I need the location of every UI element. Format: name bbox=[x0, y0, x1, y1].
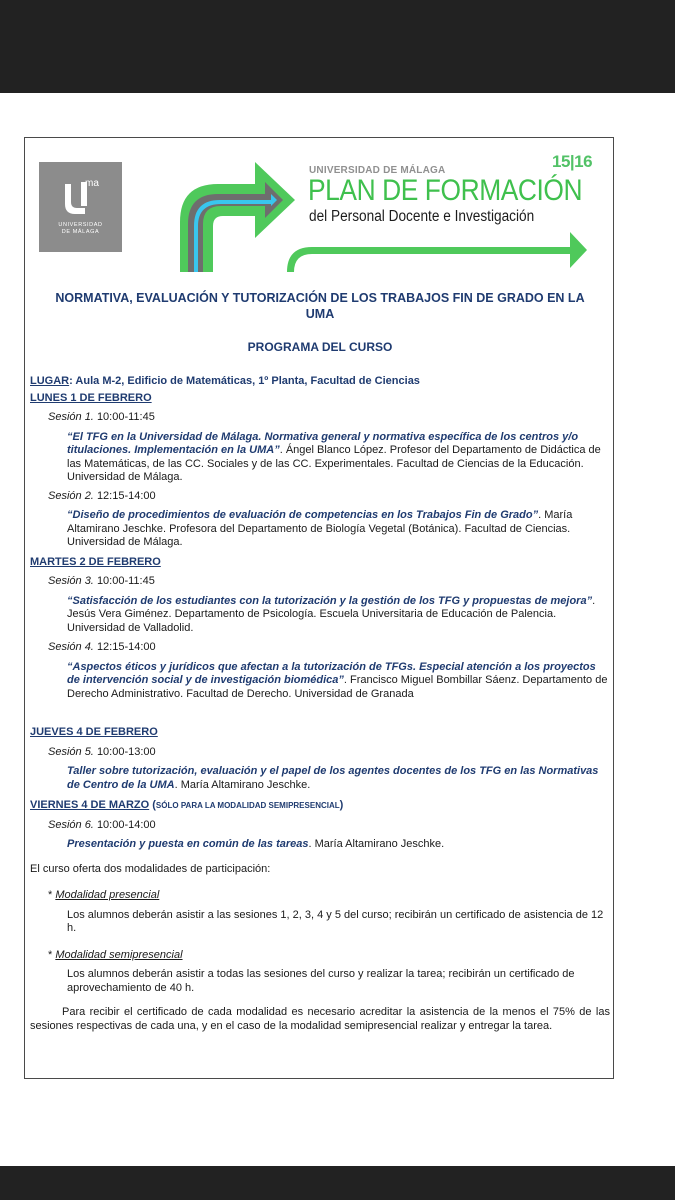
day-heading: VIERNES 4 DE MARZO bbox=[30, 799, 150, 811]
talk-title: “Satisfacción de los estudiantes con la tutorización y la gestión de los TFG y propuestas de mejora” bbox=[67, 594, 593, 607]
session-label: Sesión 3. bbox=[48, 575, 94, 587]
document-page bbox=[0, 93, 675, 1166]
logo-caption bbox=[39, 222, 122, 236]
talk-title: “Aspectos éticos y jurídicos que afectan a la tutorización de TFGs. Especial atención a los proyectos de intervención social y de investigación biomédica” bbox=[67, 660, 596, 686]
session-talk bbox=[30, 838, 610, 852]
logo-line-2: DE MÁLAGA bbox=[61, 229, 100, 235]
plan-subtitle: del Personal Docente e Investigación bbox=[309, 208, 535, 225]
talk-speaker: . Ángel Blanco López. Profesor del Departamento de Didáctica de las Matemáticas, de las CC. Sociales y de las CC. Experimentales. Facultad de Ciencias de la Educación. Universidad de Málaga. bbox=[67, 444, 601, 483]
bottom-bar bbox=[0, 1166, 675, 1200]
session-time: 10:00-14:00 bbox=[96, 818, 156, 831]
modality-bullet: * bbox=[48, 889, 53, 901]
session-label: Sesión 5. bbox=[48, 745, 94, 758]
talk-speaker: . Francisco Miguel Bombillar Sáenz. Departamento de Derecho Administrativo. Facultad de Derecho. Universidad de Granada bbox=[67, 674, 608, 700]
talk-title: “Diseño de procedimientos de evaluación de competencias en los Trabajos Fin de Grado” bbox=[67, 509, 539, 521]
session-label: Sesión 4. bbox=[48, 641, 94, 653]
talk-speaker: . María Altamirano Jeschke. bbox=[308, 838, 445, 850]
session-time: 10:00-11:45 bbox=[96, 575, 155, 587]
session-line bbox=[30, 411, 610, 425]
modality-name: Modalidad semipresencial bbox=[55, 948, 183, 961]
modality-item bbox=[30, 889, 610, 903]
uma-logo bbox=[39, 162, 122, 252]
session-line bbox=[30, 819, 610, 833]
talk-speaker: . María Altamirano Jeschke. bbox=[174, 778, 311, 791]
plan-title: PLAN DE FORMACIÓN bbox=[308, 174, 583, 207]
talk-title: “El TFG en la Universidad de Málaga. Normativa general y normativa específica de los centros y/o titulaciones. Implementación en la UMA” bbox=[67, 430, 579, 456]
session-label: Sesión 6. bbox=[48, 818, 94, 831]
talk-title: Presentación y puesta en común de las tareas bbox=[67, 838, 309, 850]
session-line bbox=[30, 746, 610, 760]
session-talk bbox=[30, 509, 610, 550]
document-frame bbox=[24, 137, 614, 1079]
session-time: 12:15-14:00 bbox=[96, 641, 156, 653]
day-heading-line: VIERNES 4 DE MARZO (SÓLO PARA LA MODALIDAD SEMIPRESENCIAL) bbox=[30, 799, 344, 811]
session-line bbox=[30, 575, 610, 589]
talk-title: Taller sobre tutorización, evaluación y el papel de los agentes docentes de los TFG en las Normativas de Centro de la UMA bbox=[67, 765, 599, 791]
academic-year: 15|16 bbox=[552, 152, 593, 171]
location-value: : Aula M-2, Edificio de Matemáticas, 1º Planta, Facultad de Ciencias bbox=[69, 375, 420, 387]
session-talk bbox=[30, 661, 610, 702]
session-talk bbox=[30, 431, 610, 485]
modalities-intro: El curso oferta dos modalidades de participación: bbox=[30, 862, 271, 875]
program-heading: PROGRAMA DEL CURSO bbox=[247, 340, 393, 354]
modality-desc: Los alumnos deberán asistir a todas las sesiones del curso y realizar la tarea; recibirán un certificado de aprovechamiento de 40 h. bbox=[67, 968, 575, 994]
day-heading: LUNES 1 DE FEBRERO bbox=[30, 391, 152, 404]
logo-superscript: ma bbox=[85, 178, 99, 189]
session-label: Sesión 1. bbox=[48, 411, 94, 423]
session-time: 10:00-11:45 bbox=[96, 411, 155, 423]
day-note: SÓLO PARA LA MODALIDAD SEMIPRESENCIAL bbox=[155, 801, 340, 810]
top-bar bbox=[0, 0, 675, 93]
session-line bbox=[30, 641, 610, 655]
modality-item bbox=[30, 949, 610, 963]
course-title: NORMATIVA, EVALUACIÓN Y TUTORIZACIÓN DE LOS TRABAJOS FIN DE GRADO EN LA UMA bbox=[55, 291, 585, 321]
session-line bbox=[30, 490, 610, 504]
modality-desc: Los alumnos deberán asistir a las sesiones 1, 2, 3, 4 y 5 del curso; recibirán un certificado de asistencia de 12 h. bbox=[67, 908, 604, 934]
day-heading: MARTES 2 DE FEBRERO bbox=[30, 555, 161, 568]
talk-speaker: . Jesús Vera Giménez. Departamento de Psicología. Escuela Universitaria de Educación de Palencia. Universidad de Valladolid. bbox=[67, 594, 596, 634]
location-line bbox=[30, 375, 610, 389]
session-time: 12:15-14:00 bbox=[96, 489, 156, 502]
day-heading: JUEVES 4 DE FEBRERO bbox=[30, 726, 158, 738]
logo-line-1: UNIVERSIDAD bbox=[58, 222, 103, 228]
session-talk bbox=[30, 595, 610, 636]
modality-bullet: * bbox=[48, 948, 53, 961]
modality-name: Modalidad presencial bbox=[55, 889, 160, 901]
session-talk bbox=[30, 765, 610, 792]
location-label: LUGAR bbox=[30, 375, 70, 387]
talk-speaker: . María Altamirano Jeschke. Profesora del Departamento de Biología Vegetal (Botánica). Facultad de Ciencias. Universidad de Málaga. bbox=[67, 509, 573, 548]
closing-paragraph: Para recibir el certificado de cada modalidad es necesario acreditar la asistencia de la menos el 75% de las sesiones respectivas de cada una, y en el caso de la modalidad semipresencial realizar y entregar la tarea. bbox=[30, 1006, 610, 1032]
session-label: Sesión 2. bbox=[48, 489, 94, 502]
program-body bbox=[30, 375, 610, 1033]
session-time: 10:00-13:00 bbox=[96, 745, 156, 758]
university-name: UNIVERSIDAD DE MÁLAGA bbox=[309, 165, 446, 176]
